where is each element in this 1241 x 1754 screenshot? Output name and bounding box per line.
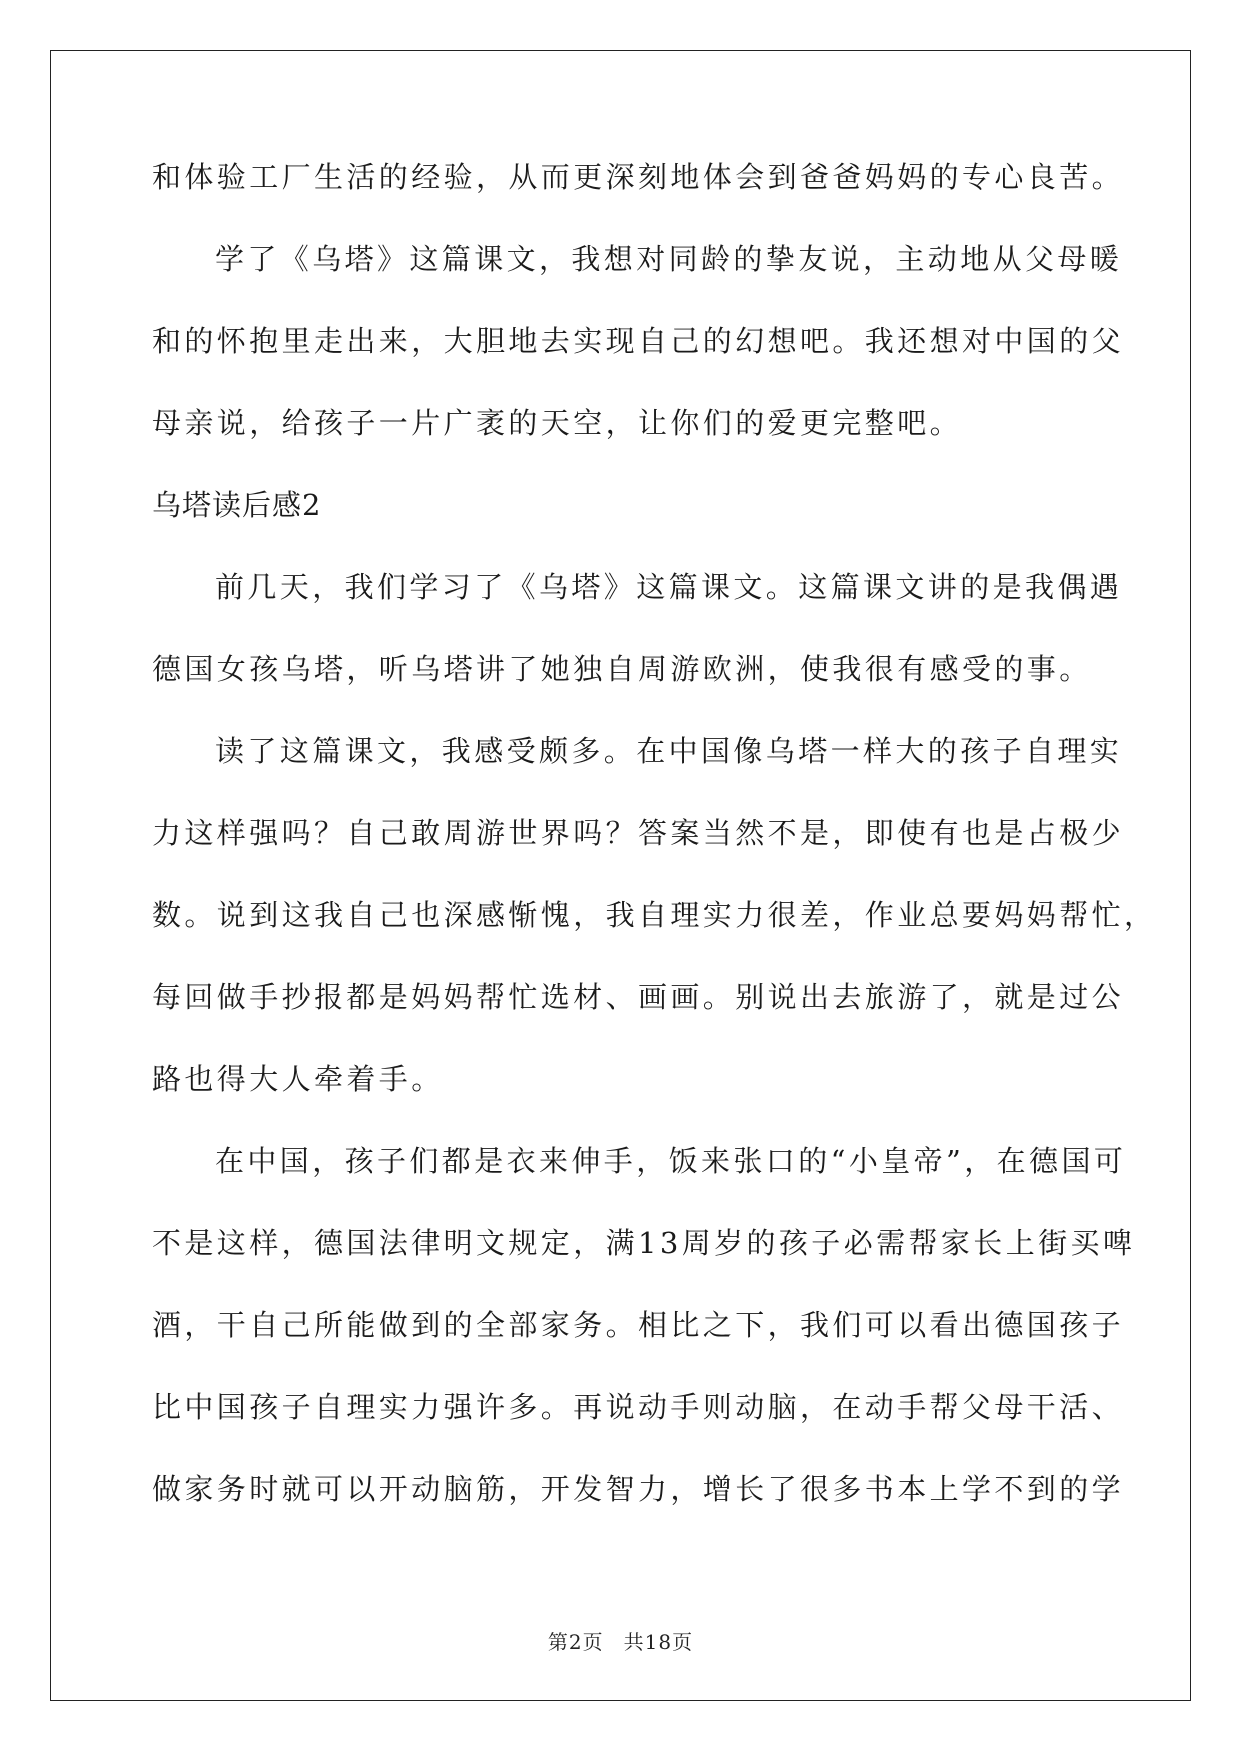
section-heading: 乌塔读后感2 (152, 488, 322, 522)
text-line: 数。说到这我自己也深感惭愧，我自理实力很差，作业总要妈妈帮忙， (152, 898, 1157, 932)
total-pages: 共18页 (623, 1630, 694, 1654)
text-line: 和体验工厂生活的经验，从而更深刻地体会到爸爸妈妈的专心良苦。 (152, 160, 1125, 194)
text-line: 比中国孩子自理实力强许多。再说动手则动脑，在动手帮父母干活、 (152, 1390, 1125, 1424)
page-number: 第2页 (547, 1630, 604, 1654)
text-line: 学了《乌塔》这篇课文，我想对同龄的挚友说，主动地从父母暖 (215, 242, 1123, 276)
text-line: 读了这篇课文，我感受颇多。在中国像乌塔一样大的孩子自理实 (215, 734, 1123, 768)
text-line: 前几天，我们学习了《乌塔》这篇课文。这篇课文讲的是我偶遇 (215, 570, 1123, 604)
text-line: 在中国，孩子们都是衣来伸手，饭来张口的“小皇帝”，在德国可 (215, 1144, 1127, 1178)
document-body (152, 160, 1157, 1554)
page-footer (0, 1626, 1241, 1655)
text-line: 酒，干自己所能做到的全部家务。相比之下，我们可以看出德国孩子 (152, 1308, 1125, 1342)
text-line: 德国女孩乌塔，听乌塔讲了她独自周游欧洲，使我很有感受的事。 (152, 652, 1092, 686)
text-line: 和的怀抱里走出来，大胆地去实现自己的幻想吧。我还想对中国的父 (152, 324, 1125, 358)
text-line: 路也得大人牵着手。 (152, 1062, 444, 1096)
text-line: 母亲说，给孩子一片广袤的天空，让你们的爱更完整吧。 (152, 406, 963, 440)
text-line: 做家务时就可以开动脑筋，开发智力，增长了很多书本上学不到的学 (152, 1472, 1125, 1506)
text-line: 力这样强吗？自己敢周游世界吗？答案当然不是，即使有也是占极少 (152, 816, 1125, 850)
text-line: 每回做手抄报都是妈妈帮忙选材、画画。别说出去旅游了，就是过公 (152, 980, 1125, 1014)
text-line: 不是这样，德国法律明文规定，满13周岁的孩子必需帮家长上街买啤 (152, 1226, 1136, 1260)
